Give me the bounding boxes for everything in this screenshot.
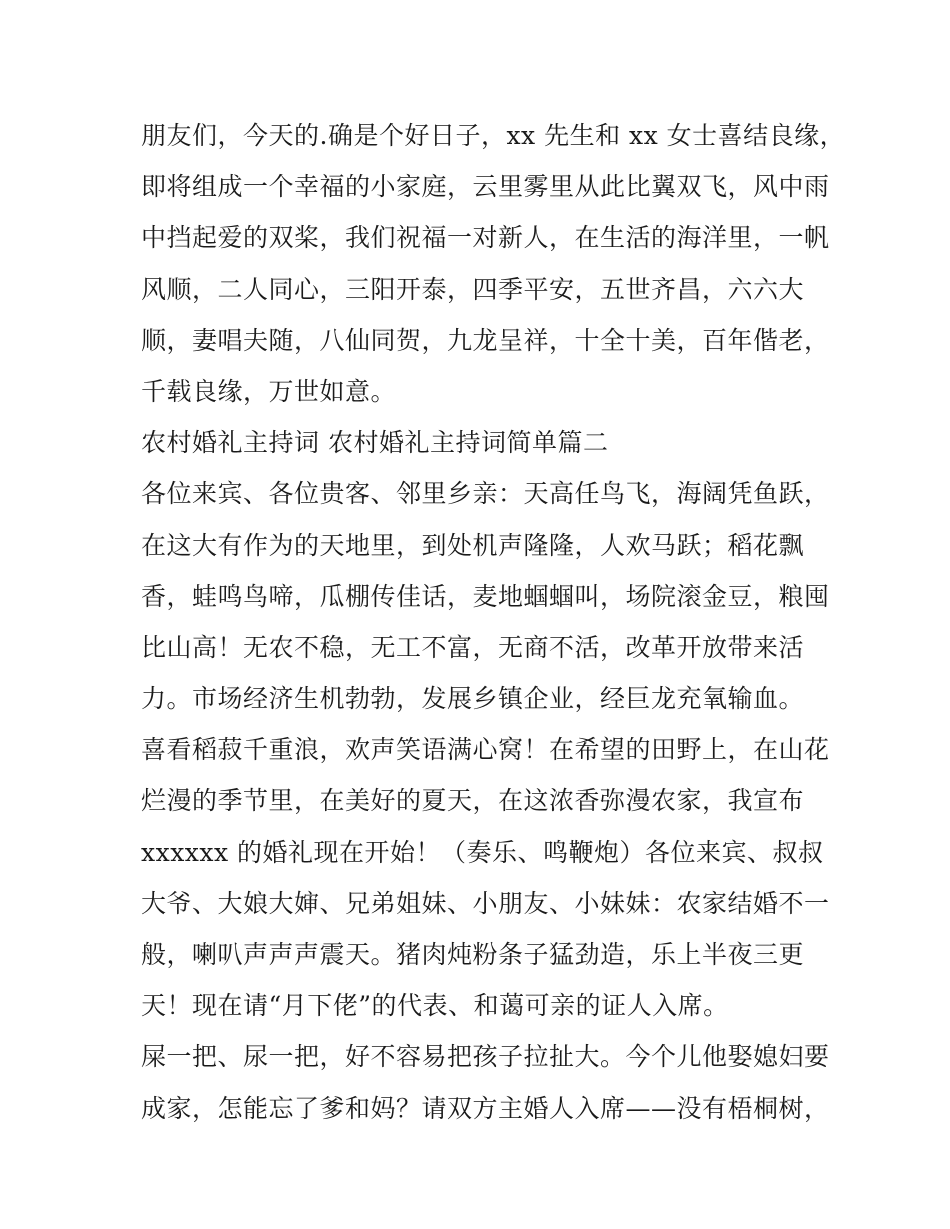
text-line: 屎一把、尿一把，好不容易把孩子拉扯大。今个儿他娶媳妇要 xyxy=(141,1042,830,1072)
text-line: 即将组成一个幸福的小家庭，云里雾里从此比翼双飞，风中雨 xyxy=(141,172,830,202)
text-line: 般，喇叭声声声震天。猪肉炖粉条子猛劲造，乐上半夜三更 xyxy=(141,940,805,969)
text-line: 香，蛙鸣鸟啼，瓜棚传佳话，麦地蝈蝈叫，场院滚金豆，粮囤 xyxy=(141,581,830,611)
document-body xyxy=(141,110,846,1134)
text-line: 中挡起爱的双桨，我们祝福一对新人，在生活的海洋里，一帆 xyxy=(141,223,830,253)
text-line: 力。市场经济生机勃勃，发展乡镇企业，经巨龙充氧输血。 xyxy=(141,684,805,714)
text-line: xxxxxx 的婚礼现在开始！（奏乐、鸣鞭炮）各位来宾、叔叔 xyxy=(141,837,824,867)
text-line: 大爷、大娘大婶、兄弟姐妹、小朋友、小妹妹：农家结婚不一 xyxy=(141,888,830,918)
text-line: 喜看稻菽千重浪，欢声笑语满心窝！在希望的田野上，在山花 xyxy=(141,735,830,765)
text-line: 风顺，二人同心，三阳开泰，四季平安，五世齐昌，六六大 xyxy=(141,274,805,304)
text-line: 比山高！无农不稳，无工不富，无商不活，改革开放带来活 xyxy=(141,632,805,662)
section-heading: 农村婚礼主持词 农村婚礼主持词简单篇二 xyxy=(141,428,609,458)
text-line: 千载良缘，万世如意。 xyxy=(141,376,397,406)
text-line: 朋友们，今天的.确是个好日子，xx 先生和 xx 女士喜结良缘， xyxy=(141,121,846,150)
text-line: 成家，怎能忘了爹和妈？请双方主婚人入席——没有梧桐树， xyxy=(141,1093,830,1123)
text-line: 各位来宾、各位贵客、邻里乡亲：天高任鸟飞，海阔凭鱼跃， xyxy=(141,479,830,509)
text-line: 天！现在请“月下佬”的代表、和蔼可亲的证人入席。 xyxy=(141,991,729,1021)
text-line: 顺，妻唱夫随，八仙同贺，九龙呈祥，十全十美，百年偕老， xyxy=(141,325,830,355)
text-line: 烂漫的季节里，在美好的夏天，在这浓香弥漫农家，我宣布 xyxy=(141,786,805,816)
text-line: 在这大有作为的天地里，到处机声隆隆，人欢马跃；稻花飘 xyxy=(141,530,805,560)
